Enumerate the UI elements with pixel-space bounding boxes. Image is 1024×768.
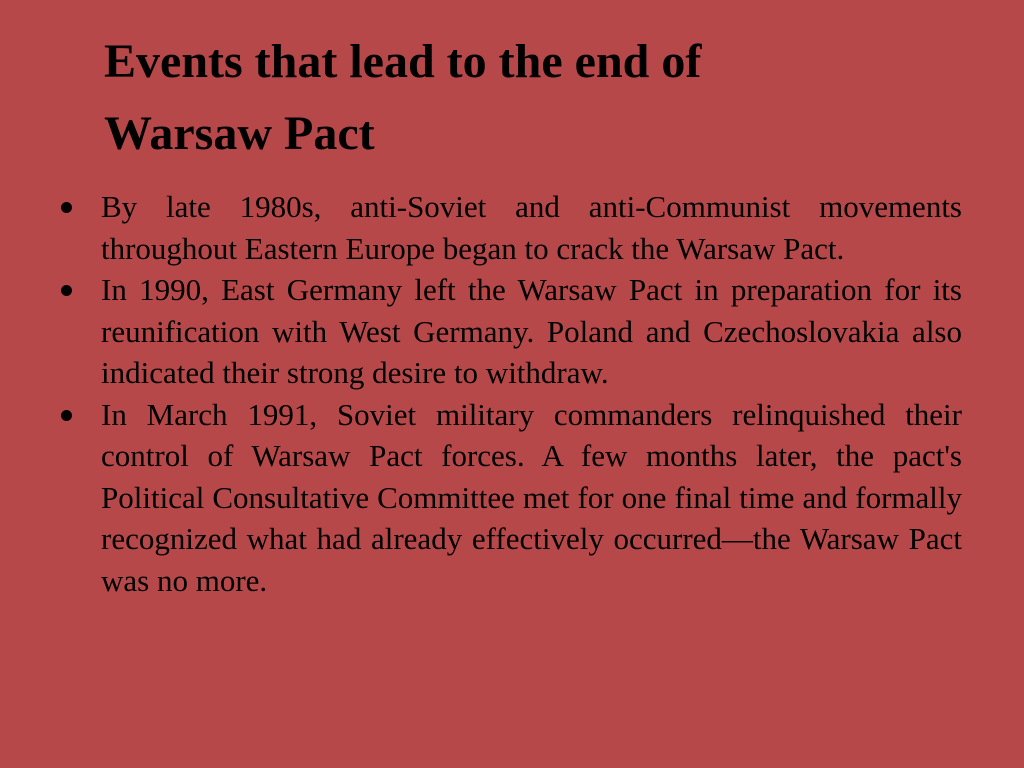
bullet-dot-icon bbox=[61, 410, 72, 421]
bullet-text: By late 1980s, anti-Soviet and anti-Communist movements throughout Eastern Europe began to crack the Warsaw Pact. bbox=[101, 189, 962, 266]
bullet-dot-icon bbox=[61, 202, 72, 213]
slide-title-line-1: Events that lead to the end of bbox=[104, 35, 702, 88]
bullet-item bbox=[56, 394, 962, 602]
bullet-item bbox=[56, 186, 962, 269]
bullet-item bbox=[56, 269, 962, 394]
bullet-dot-icon bbox=[61, 285, 72, 296]
bullet-text: In March 1991, Soviet military commanders relinquished their control of Warsaw Pact forces. A few months later, the pact's Political Consultative Committee met for one final time and formally recognized what had already effectively occurred—the Warsaw Pact was no more. bbox=[101, 396, 962, 598]
bullet-text: In 1990, East Germany left the Warsaw Pact in preparation for its reunification with West Germany. Poland and Czechoslovakia also indicated their strong desire to withdraw. bbox=[101, 272, 962, 390]
slide-title-line-2: Warsaw Pact bbox=[104, 107, 375, 160]
slide-title bbox=[104, 26, 964, 170]
bullet-list bbox=[56, 186, 962, 601]
